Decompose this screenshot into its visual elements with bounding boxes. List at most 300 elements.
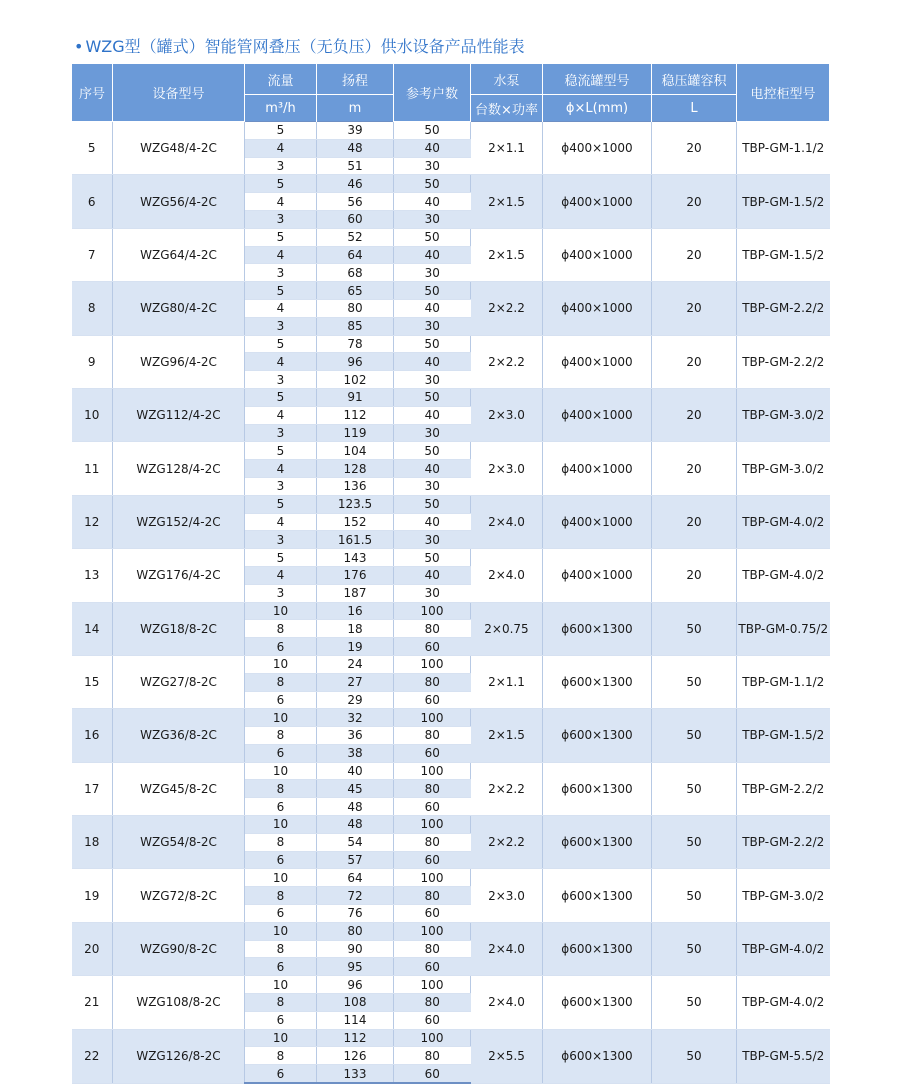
cell-head: 102	[317, 371, 394, 389]
cell-households: 50	[394, 282, 471, 300]
table-row	[72, 388, 830, 406]
cell-model: WZG36/8-2C	[113, 709, 245, 762]
cell-flow: 3	[245, 477, 317, 495]
cell-flow: 6	[245, 1065, 317, 1083]
cell-volume: 50	[652, 762, 737, 815]
cell-model: WZG90/8-2C	[113, 922, 245, 975]
cell-flow: 10	[245, 1029, 317, 1047]
cell-head: 40	[317, 762, 394, 780]
cell-households: 40	[394, 299, 471, 317]
cell-flow: 4	[245, 353, 317, 371]
cell-flow: 4	[245, 299, 317, 317]
cell-volume: 50	[652, 976, 737, 1029]
cell-head: 114	[317, 1011, 394, 1029]
cell-flow: 3	[245, 531, 317, 549]
cell-tank: ϕ400×1000	[543, 228, 652, 281]
cell-volume: 50	[652, 1029, 737, 1083]
cell-households: 40	[394, 566, 471, 584]
cell-households: 60	[394, 905, 471, 923]
cell-households: 30	[394, 157, 471, 175]
cell-head: 51	[317, 157, 394, 175]
cell-head: 187	[317, 584, 394, 602]
cell-flow: 5	[245, 122, 317, 140]
cell-tank: ϕ400×1000	[543, 122, 652, 175]
cell-seq: 17	[72, 762, 113, 815]
cell-head: 46	[317, 175, 394, 193]
cell-pump: 2×4.0	[471, 495, 543, 548]
cell-volume: 20	[652, 495, 737, 548]
cell-seq: 19	[72, 869, 113, 922]
cell-head: 65	[317, 282, 394, 300]
cell-flow: 10	[245, 976, 317, 994]
cell-head: 152	[317, 513, 394, 531]
page-title-text: WZG型（罐式）智能管网叠压（无负压）供水设备产品性能表	[85, 37, 525, 56]
cell-households: 40	[394, 193, 471, 211]
cell-flow: 6	[245, 958, 317, 976]
cell-cabinet: TBP-GM-4.0/2	[737, 549, 830, 602]
table-row	[72, 175, 830, 193]
cell-model: WZG72/8-2C	[113, 869, 245, 922]
cell-flow: 5	[245, 335, 317, 353]
cell-volume: 20	[652, 549, 737, 602]
cell-flow: 5	[245, 442, 317, 460]
cell-flow: 6	[245, 851, 317, 869]
cell-households: 50	[394, 549, 471, 567]
cell-households: 30	[394, 531, 471, 549]
header-model: 设备型号	[113, 64, 245, 122]
cell-tank: ϕ400×1000	[543, 282, 652, 335]
page-title	[74, 34, 525, 57]
cell-volume: 20	[652, 442, 737, 495]
cell-households: 60	[394, 958, 471, 976]
cell-flow: 8	[245, 1047, 317, 1065]
cell-households: 80	[394, 780, 471, 798]
cell-head: 126	[317, 1047, 394, 1065]
cell-flow: 3	[245, 371, 317, 389]
cell-households: 100	[394, 922, 471, 940]
cell-households: 80	[394, 833, 471, 851]
cell-model: WZG56/4-2C	[113, 175, 245, 228]
cell-households: 30	[394, 477, 471, 495]
cell-cabinet: TBP-GM-4.0/2	[737, 976, 830, 1029]
cell-seq: 18	[72, 816, 113, 869]
cell-pump: 2×4.0	[471, 549, 543, 602]
cell-head: 119	[317, 424, 394, 442]
cell-cabinet: TBP-GM-2.2/2	[737, 335, 830, 388]
cell-head: 108	[317, 994, 394, 1012]
cell-flow: 10	[245, 922, 317, 940]
cell-model: WZG45/8-2C	[113, 762, 245, 815]
cell-tank: ϕ600×1300	[543, 1029, 652, 1083]
table-row	[72, 282, 830, 300]
cell-flow: 8	[245, 727, 317, 745]
cell-volume: 50	[652, 709, 737, 762]
cell-flow: 10	[245, 709, 317, 727]
cell-head: 96	[317, 353, 394, 371]
cell-model: WZG126/8-2C	[113, 1029, 245, 1083]
table-row	[72, 762, 830, 780]
table-row	[72, 122, 830, 140]
cell-pump: 2×4.0	[471, 976, 543, 1029]
cell-households: 30	[394, 584, 471, 602]
cell-flow: 8	[245, 620, 317, 638]
cell-volume: 20	[652, 388, 737, 441]
cell-model: WZG112/4-2C	[113, 388, 245, 441]
cell-households: 30	[394, 210, 471, 228]
cell-pump: 2×2.2	[471, 762, 543, 815]
cell-volume: 50	[652, 816, 737, 869]
cell-households: 40	[394, 353, 471, 371]
cell-seq: 15	[72, 655, 113, 708]
cell-model: WZG18/8-2C	[113, 602, 245, 655]
cell-tank: ϕ400×1000	[543, 388, 652, 441]
cell-cabinet: TBP-GM-1.5/2	[737, 228, 830, 281]
cell-flow: 3	[245, 317, 317, 335]
cell-model: WZG80/4-2C	[113, 282, 245, 335]
table-row	[72, 816, 830, 834]
cell-head: 161.5	[317, 531, 394, 549]
cell-flow: 8	[245, 673, 317, 691]
cell-cabinet: TBP-GM-1.1/2	[737, 655, 830, 708]
cell-flow: 5	[245, 282, 317, 300]
cell-head: 112	[317, 1029, 394, 1047]
cell-model: WZG54/8-2C	[113, 816, 245, 869]
cell-head: 32	[317, 709, 394, 727]
cell-seq: 14	[72, 602, 113, 655]
cell-head: 27	[317, 673, 394, 691]
cell-head: 16	[317, 602, 394, 620]
table-row	[72, 655, 830, 673]
cell-head: 96	[317, 976, 394, 994]
cell-flow: 10	[245, 655, 317, 673]
cell-head: 95	[317, 958, 394, 976]
cell-households: 60	[394, 638, 471, 656]
header-pump-unit: 台数×功率	[471, 95, 543, 122]
cell-head: 39	[317, 122, 394, 140]
cell-flow: 5	[245, 228, 317, 246]
cell-households: 100	[394, 602, 471, 620]
cell-pump: 2×0.75	[471, 602, 543, 655]
cell-pump: 2×5.5	[471, 1029, 543, 1083]
cell-seq: 11	[72, 442, 113, 495]
table-body	[72, 122, 830, 1084]
cell-head: 19	[317, 638, 394, 656]
cell-head: 29	[317, 691, 394, 709]
cell-head: 136	[317, 477, 394, 495]
cell-cabinet: TBP-GM-5.5/2	[737, 1029, 830, 1083]
cell-households: 40	[394, 246, 471, 264]
cell-model: WZG128/4-2C	[113, 442, 245, 495]
cell-seq: 12	[72, 495, 113, 548]
cell-flow: 3	[245, 584, 317, 602]
cell-flow: 6	[245, 905, 317, 923]
cell-flow: 3	[245, 264, 317, 282]
cell-flow: 4	[245, 513, 317, 531]
cell-tank: ϕ600×1300	[543, 869, 652, 922]
cell-head: 54	[317, 833, 394, 851]
cell-head: 48	[317, 798, 394, 816]
cell-households: 50	[394, 175, 471, 193]
cell-flow: 4	[245, 406, 317, 424]
cell-households: 60	[394, 744, 471, 762]
cell-households: 60	[394, 691, 471, 709]
cell-head: 176	[317, 566, 394, 584]
cell-seq: 10	[72, 388, 113, 441]
cell-head: 104	[317, 442, 394, 460]
cell-tank: ϕ400×1000	[543, 495, 652, 548]
cell-flow: 8	[245, 780, 317, 798]
cell-head: 56	[317, 193, 394, 211]
cell-cabinet: TBP-GM-2.2/2	[737, 762, 830, 815]
cell-volume: 50	[652, 869, 737, 922]
cell-flow: 10	[245, 869, 317, 887]
cell-flow: 4	[245, 460, 317, 478]
cell-head: 76	[317, 905, 394, 923]
header-tank-volume-unit: L	[652, 95, 737, 122]
cell-flow: 3	[245, 424, 317, 442]
cell-tank: ϕ600×1300	[543, 655, 652, 708]
cell-model: WZG176/4-2C	[113, 549, 245, 602]
cell-flow: 8	[245, 940, 317, 958]
cell-head: 80	[317, 299, 394, 317]
header-tank-unit: ϕ×L(mm)	[543, 95, 652, 122]
cell-households: 100	[394, 869, 471, 887]
cell-flow: 8	[245, 994, 317, 1012]
cell-households: 100	[394, 709, 471, 727]
cell-households: 60	[394, 1065, 471, 1083]
cell-model: WZG96/4-2C	[113, 335, 245, 388]
cell-tank: ϕ400×1000	[543, 549, 652, 602]
cell-households: 80	[394, 1047, 471, 1065]
table-row	[72, 976, 830, 994]
cell-head: 48	[317, 139, 394, 157]
cell-volume: 20	[652, 175, 737, 228]
cell-pump: 2×1.5	[471, 228, 543, 281]
table-row	[72, 335, 830, 353]
cell-cabinet: TBP-GM-3.0/2	[737, 869, 830, 922]
cell-tank: ϕ400×1000	[543, 335, 652, 388]
cell-pump: 2×3.0	[471, 442, 543, 495]
cell-head: 64	[317, 246, 394, 264]
cell-pump: 2×1.5	[471, 709, 543, 762]
cell-cabinet: TBP-GM-4.0/2	[737, 495, 830, 548]
cell-seq: 8	[72, 282, 113, 335]
cell-tank: ϕ600×1300	[543, 709, 652, 762]
cell-seq: 6	[72, 175, 113, 228]
table-row	[72, 709, 830, 727]
performance-table	[71, 64, 830, 1084]
cell-head: 52	[317, 228, 394, 246]
table-row	[72, 922, 830, 940]
cell-pump: 2×3.0	[471, 869, 543, 922]
cell-flow: 8	[245, 887, 317, 905]
cell-head: 24	[317, 655, 394, 673]
header-flow-unit: m³/h	[245, 95, 317, 122]
cell-head: 18	[317, 620, 394, 638]
cell-pump: 2×2.2	[471, 282, 543, 335]
cell-head: 60	[317, 210, 394, 228]
cell-flow: 4	[245, 566, 317, 584]
header-cabinet: 电控柜型号	[737, 64, 830, 122]
cell-cabinet: TBP-GM-1.1/2	[737, 122, 830, 175]
cell-households: 60	[394, 851, 471, 869]
cell-cabinet: TBP-GM-3.0/2	[737, 388, 830, 441]
cell-head: 85	[317, 317, 394, 335]
cell-flow: 4	[245, 139, 317, 157]
cell-households: 50	[394, 122, 471, 140]
cell-head: 64	[317, 869, 394, 887]
cell-model: WZG64/4-2C	[113, 228, 245, 281]
cell-tank: ϕ600×1300	[543, 602, 652, 655]
cell-flow: 6	[245, 798, 317, 816]
cell-volume: 20	[652, 228, 737, 281]
header-tank-volume: 稳压罐容积	[652, 64, 737, 95]
cell-pump: 2×4.0	[471, 922, 543, 975]
table-row	[72, 495, 830, 513]
cell-pump: 2×1.1	[471, 122, 543, 175]
cell-households: 40	[394, 406, 471, 424]
cell-households: 60	[394, 1011, 471, 1029]
cell-households: 80	[394, 887, 471, 905]
cell-flow: 10	[245, 602, 317, 620]
cell-seq: 7	[72, 228, 113, 281]
cell-pump: 2×2.2	[471, 335, 543, 388]
cell-seq: 22	[72, 1029, 113, 1083]
cell-tank: ϕ600×1300	[543, 922, 652, 975]
cell-cabinet: TBP-GM-1.5/2	[737, 175, 830, 228]
cell-head: 78	[317, 335, 394, 353]
cell-head: 68	[317, 264, 394, 282]
cell-flow: 5	[245, 549, 317, 567]
header-head: 扬程	[317, 64, 394, 95]
cell-head: 38	[317, 744, 394, 762]
cell-households: 50	[394, 495, 471, 513]
header-head-unit: m	[317, 95, 394, 122]
cell-volume: 20	[652, 122, 737, 175]
cell-head: 112	[317, 406, 394, 424]
cell-seq: 21	[72, 976, 113, 1029]
cell-head: 123.5	[317, 495, 394, 513]
cell-tank: ϕ400×1000	[543, 442, 652, 495]
cell-pump: 2×1.1	[471, 655, 543, 708]
cell-households: 80	[394, 620, 471, 638]
cell-volume: 20	[652, 335, 737, 388]
bullet-icon: •	[74, 37, 84, 56]
cell-households: 60	[394, 798, 471, 816]
table-row	[72, 1029, 830, 1047]
cell-flow: 6	[245, 638, 317, 656]
cell-flow: 10	[245, 816, 317, 834]
cell-model: WZG152/4-2C	[113, 495, 245, 548]
cell-seq: 5	[72, 122, 113, 175]
cell-households: 100	[394, 816, 471, 834]
cell-flow: 5	[245, 495, 317, 513]
cell-flow: 8	[245, 833, 317, 851]
cell-tank: ϕ600×1300	[543, 762, 652, 815]
cell-flow: 4	[245, 246, 317, 264]
header-households: 参考户数	[394, 64, 471, 122]
cell-model: WZG108/8-2C	[113, 976, 245, 1029]
cell-households: 100	[394, 762, 471, 780]
cell-households: 100	[394, 1029, 471, 1047]
cell-head: 36	[317, 727, 394, 745]
table-row	[72, 602, 830, 620]
cell-flow: 5	[245, 388, 317, 406]
cell-seq: 9	[72, 335, 113, 388]
header-tank-model: 稳流罐型号	[543, 64, 652, 95]
cell-model: WZG48/4-2C	[113, 122, 245, 175]
cell-head: 143	[317, 549, 394, 567]
cell-seq: 20	[72, 922, 113, 975]
cell-head: 57	[317, 851, 394, 869]
cell-households: 40	[394, 513, 471, 531]
cell-seq: 16	[72, 709, 113, 762]
cell-households: 30	[394, 371, 471, 389]
cell-head: 128	[317, 460, 394, 478]
cell-volume: 20	[652, 282, 737, 335]
cell-pump: 2×2.2	[471, 816, 543, 869]
cell-head: 90	[317, 940, 394, 958]
cell-pump: 2×3.0	[471, 388, 543, 441]
cell-households: 50	[394, 442, 471, 460]
cell-cabinet: TBP-GM-2.2/2	[737, 816, 830, 869]
cell-cabinet: TBP-GM-1.5/2	[737, 709, 830, 762]
cell-volume: 50	[652, 602, 737, 655]
cell-cabinet: TBP-GM-4.0/2	[737, 922, 830, 975]
cell-volume: 50	[652, 655, 737, 708]
cell-households: 80	[394, 673, 471, 691]
cell-flow: 6	[245, 1011, 317, 1029]
cell-model: WZG27/8-2C	[113, 655, 245, 708]
table-row	[72, 869, 830, 887]
cell-flow: 4	[245, 193, 317, 211]
cell-tank: ϕ400×1000	[543, 175, 652, 228]
cell-flow: 3	[245, 210, 317, 228]
cell-volume: 50	[652, 922, 737, 975]
cell-households: 50	[394, 335, 471, 353]
cell-flow: 3	[245, 157, 317, 175]
header-flow: 流量	[245, 64, 317, 95]
cell-cabinet: TBP-GM-0.75/2	[737, 602, 830, 655]
cell-households: 80	[394, 994, 471, 1012]
cell-flow: 10	[245, 762, 317, 780]
cell-flow: 5	[245, 175, 317, 193]
cell-head: 91	[317, 388, 394, 406]
table-row	[72, 549, 830, 567]
cell-head: 133	[317, 1065, 394, 1083]
cell-tank: ϕ600×1300	[543, 976, 652, 1029]
table-row	[72, 228, 830, 246]
cell-households: 100	[394, 655, 471, 673]
cell-seq: 13	[72, 549, 113, 602]
header-pump: 水泵	[471, 64, 543, 95]
cell-head: 48	[317, 816, 394, 834]
cell-households: 80	[394, 940, 471, 958]
cell-households: 100	[394, 976, 471, 994]
cell-flow: 6	[245, 691, 317, 709]
cell-households: 30	[394, 317, 471, 335]
cell-head: 80	[317, 922, 394, 940]
cell-pump: 2×1.5	[471, 175, 543, 228]
cell-households: 40	[394, 460, 471, 478]
cell-households: 80	[394, 727, 471, 745]
cell-cabinet: TBP-GM-2.2/2	[737, 282, 830, 335]
cell-households: 30	[394, 264, 471, 282]
cell-households: 50	[394, 228, 471, 246]
cell-head: 72	[317, 887, 394, 905]
cell-households: 30	[394, 424, 471, 442]
cell-households: 40	[394, 139, 471, 157]
